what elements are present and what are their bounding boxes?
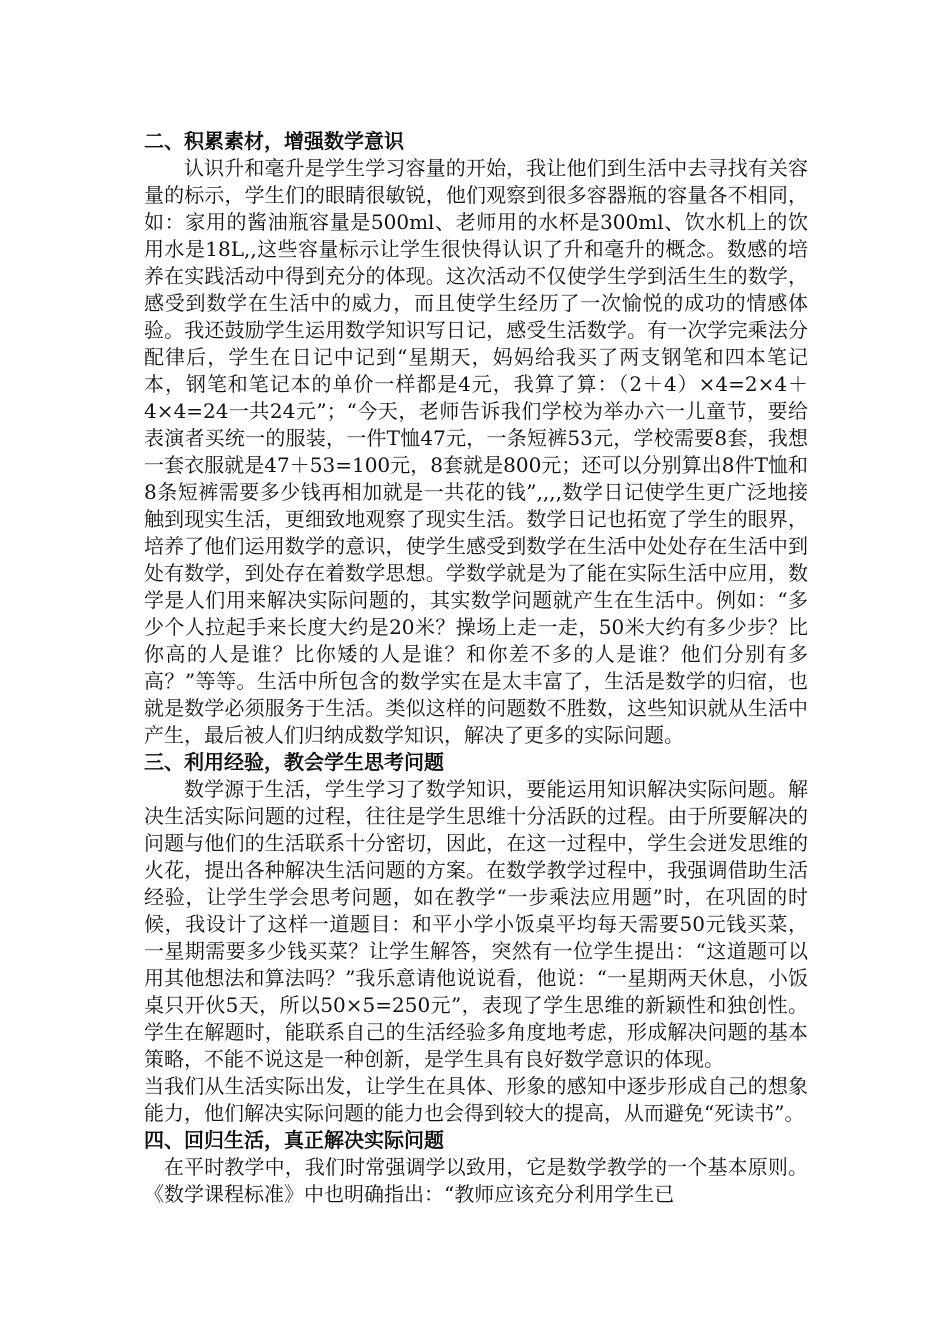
section-heading-3: 三、利用经验，教会学生思考问题 [144, 750, 444, 774]
paragraph-3: 当我们从生活实际出发，让学生在具体、形象的感知中逐步形成自己的想象能力，他们解决实际问题的能力也会得到较大的提高，从而避免“死读书”。 [144, 1074, 808, 1125]
document-body [144, 128, 808, 1208]
paragraph-2: 数学源于生活，学生学习了数学知识，要能运用知识解决实际问题。解决生活实际问题的过程，往往是学生思维十分活跃的过程。由于所要解决的问题与他们的生活联系十分密切，因此，在这一过程中，学生会迸发思维的火花，提出各种解决生活问题的方案。在数学教学过程中，我强调借助生活经验，让学生学会思考问题，如在教学“一步乘法应用题”时，在巩固的时候，我设计了这样一道题目：和平小学小饭桌平均每天需要50元钱买菜，一星期需要多少钱买菜？让学生解答，突然有一位学生提出：“这道题可以用其他想法和算法吗？”我乐意请他说说看，他说：“一星期两天休息，小饭桌只开伙5天，所以50×5=250元”，表现了学生思维的新颖性和独创性。学生在解题时，能联系自己的生活经验多角度地考虑，形成解决问题的基本策略，不能不说这是一种创新，是学生具有良好数学意识的体现。 [144, 777, 808, 1071]
section-heading-2: 二、积累素材，增强数学意识 [144, 129, 404, 153]
paragraph-1: 认识升和毫升是学生学习容量的开始，我让他们到生活中去寻找有关容量的标示，学生们的眼睛很敏锐，他们观察到很多容器瓶的容量各不相同，如：家用的酱油瓶容量是500ml、老师用的水杯是300ml、饮水机上的饮用水是18L,,这些容量标示让学生很快得认识了升和毫升的概念。数感的培养在实践活动中得到充分的体现。这次活动不仅使学生学到活生生的数学，感受到数学在生活中的威力，而且使学生经历了一次愉悦的成功的情感体验。我还鼓励学生运用数学知识写日记，感受生活数学。有一次学完乘法分配律后，学生在日记中记到“星期天，妈妈给我买了两支钢笔和四本笔记本，钢笔和笔记本的单价一样都是4元，我算了算：（2＋4）×4=2×4＋4×4=24一共24元”；“今天，老师告诉我们学校为举办六一儿童节，要给表演者买统一的服装，一件T恤47元，一条短裤53元，学校需要8套，我想一套衣服就是47＋53=100元，8套就是800元；还可以分别算出8件T恤和8条短裤需要多少钱再相加就是一共花的钱”,,,,数学日记使学生更广泛地接触到现实生活，更细致地观察了现实生活。数学日记也拓宽了学生的眼界，培养了他们运用数学的意识，使学生感受到数学在生活中处处存在生活中到处有数学，到处存在着数学思想。学数学就是为了能在实际生活中应用，数学是人们用来解决实际问题的，其实数学问题就产生在生活中。例如：“多少个人拉起手来长度大约是20米？操场上走一走，50米大约有多少步？比你高的人是谁？比你矮的人是谁？和你差不多的人是谁？他们分别有多高？”等等。生活中所包含的数学实在是太丰富了，生活是数学的归宿，也就是数学必须服务于生活。类似这样的问题数不胜数，这些知识就从生活中产生，最后被人们归纳成数学知识，解决了更多的实际问题。 [144, 156, 808, 747]
section-heading-4: 四、回归生活，真正解决实际问题 [144, 1128, 444, 1152]
paragraph-4: 在平时教学中，我们时常强调学以致用，它是数学教学的一个基本原则。《数学课程标准》中也明确指出：“教师应该充分利用学生已 [144, 1155, 808, 1206]
